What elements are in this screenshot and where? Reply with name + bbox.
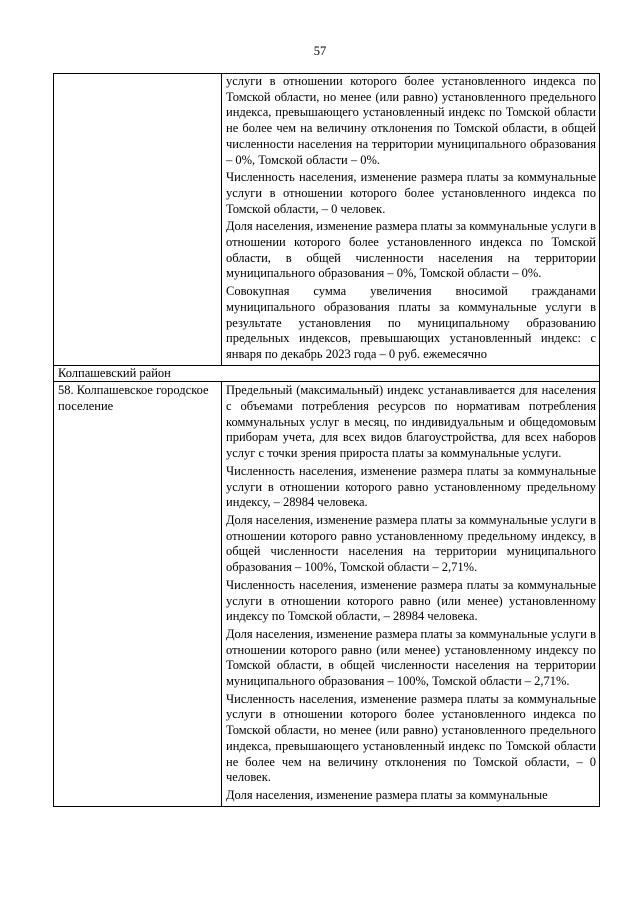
district-heading: Колпашевский район <box>54 365 600 382</box>
paragraph: Численность населения, изменение размера платы за коммунальные услуги в отношении которого более установленного индекса по Томской области, – 0 человек. <box>226 170 596 216</box>
municipality-cell: 58. Колпашевское городское поселение <box>54 382 222 806</box>
district-row <box>54 365 600 382</box>
paragraph: Доля населения, изменение размера платы за коммунальные услуги в отношении которого более установленного индекса по Томской области, в общей численности населения на территории муниципального образования – 0%, Томской области – 0%. <box>226 219 596 281</box>
paragraph: Доля населения, изменение размера платы за коммунальные услуги в отношении которого равно (или менее) установленному индексу по Томской области, в общей численности населения на территории муниципального образования – 100%, Томской области – 2,71%. <box>226 626 596 689</box>
paragraph: Доля населения, изменение размера платы за коммунальные <box>226 787 548 802</box>
paragraph: услуги в отношении которого более установленного индекса по Томской области, но менее (или равно) установленного предельного индекса, превышающего установленный индекс по Томской области не более чем на величину отклонения по Томской области, в общей численности населения на территории муниципального образования – 0%, Томской области – 0%. <box>226 74 596 167</box>
paragraph: Доля населения, изменение размера платы за коммунальные услуги в отношении которого равно установленному предельному индексу, в общей численности населения на территории муниципального образования – 100%, Томской области – 2,71%. <box>226 512 596 575</box>
indicator-cell <box>222 382 600 806</box>
indicator-cell <box>222 74 600 366</box>
table-row <box>54 74 600 366</box>
paragraph: Совокупная сумма увеличения вносимой гражданами муниципального образования платы за коммунальные услуги в результате установления по муниципальному образованию предельных индексов, превышающих установленный индекс: с января по декабрь 2023 года – 0 руб. ежемесячно <box>226 284 596 361</box>
paragraph: Численность населения, изменение размера платы за коммунальные услуги в отношении которого равно (или менее) установленному индексу по Томской области, – 28984 человека. <box>226 577 596 624</box>
municipality-cell <box>54 74 222 366</box>
paragraph: Численность населения, изменение размера платы за коммунальные услуги в отношении которого равно установленному предельному индексу, – 28984 человека. <box>226 463 596 510</box>
document-table <box>53 73 600 807</box>
page-number: 57 <box>313 44 327 58</box>
table-row <box>54 382 600 806</box>
paragraph: Предельный (максимальный) индекс устанавливается для населения с объемами потребления ресурсов по нормативам потребления коммунальных услуг в месяц, по индивидуальным и общедомовым приборам учета, для всех видов благоустройства, для всех наборов услуг с точки зрения прироста платы за коммунальные услуги. <box>226 383 596 461</box>
paragraph: Численность населения, изменение размера платы за коммунальные услуги в отношении которого более установленного индекса по Томской области, но менее (или равно) установленного предельного индекса, превышающего установленный индекс по Томской области не более чем на величину отклонения по Томской области, – 0 человек. <box>226 691 596 785</box>
